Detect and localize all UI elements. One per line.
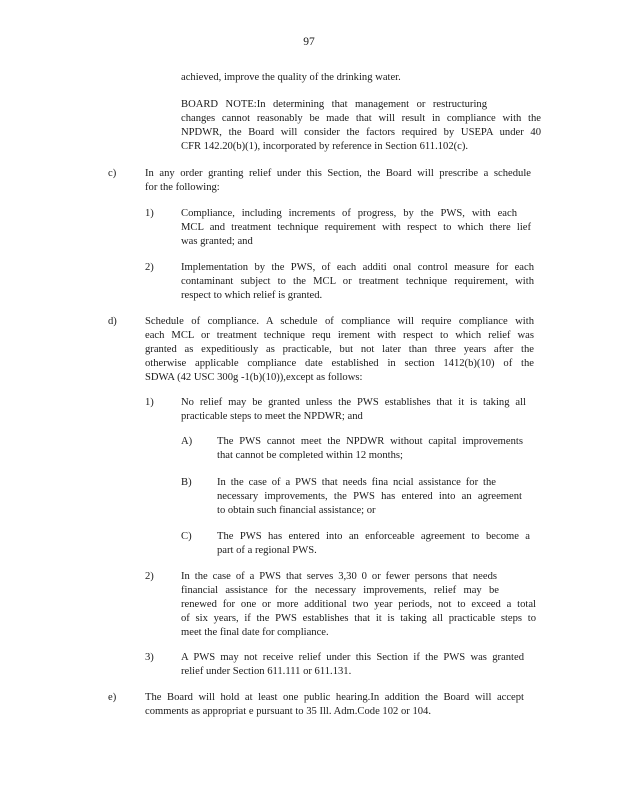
- item-label: 2): [145, 571, 154, 582]
- paragraph-line: In any order granting relief under this Section, the Board will prescribe a schedule: [145, 168, 531, 179]
- section-label: d): [108, 316, 117, 327]
- section-label: c): [108, 168, 117, 179]
- paragraph-line: In the case of a PWS that serves 3,30 0 or fewer persons that needs: [181, 571, 497, 582]
- paragraph-line: Implementation by the PWS, of each additi onal control measure for each: [181, 262, 534, 273]
- paragraph-line: necessary improvements, the PWS has entered into an agreement: [217, 491, 522, 502]
- paragraph-line: to obtain such financial assistance; or: [217, 505, 376, 516]
- section-d-item-3-text: [181, 651, 524, 679]
- paragraph-line: MCL and treatment technique requirement with respect to which there lief: [181, 222, 531, 233]
- paragraph-line: Compliance, including increments of progress, by the PWS, with each: [181, 208, 517, 219]
- paragraph-line: renewed for one or more additional two year periods, not to exceed a total: [181, 599, 536, 610]
- paragraph-line: for the following:: [145, 182, 220, 193]
- subitem-label: B): [181, 477, 192, 488]
- paragraph-line: CFR 142.20(b)(1), incorporated by reference in Section 611.102(c).: [181, 141, 469, 152]
- paragraph-line: each MCL or treatment technique requ irement with respect to which relief was: [145, 330, 534, 341]
- subitem-label: A): [181, 436, 193, 447]
- paragraph-line: meet the final date for compliance.: [181, 627, 329, 638]
- item-label: 2): [145, 262, 154, 273]
- board-note: [181, 98, 541, 154]
- paragraph-line: NPDWR, the Board will consider the factors required by USEPA under 40: [181, 127, 541, 138]
- paragraph-line: Schedule of compliance. A schedule of compliance will require compliance with: [145, 316, 534, 327]
- paragraph-line: No relief may be granted unless the PWS establishes that it is taking all: [181, 397, 526, 408]
- paragraph-line: SDWA (42 USC 300g -1(b)(10)),except as follows:: [145, 372, 363, 383]
- paragraph-line: relief under Section 611.111 or 611.131.: [181, 666, 352, 677]
- item-label: 1): [145, 208, 154, 219]
- item-label: 1): [145, 397, 154, 408]
- paragraph-line: respect to which relief is granted.: [181, 290, 323, 301]
- subitem-c-text: [217, 530, 530, 558]
- paragraph-line: A PWS may not receive relief under this Section if the PWS was granted: [181, 652, 524, 663]
- section-c-item-2-text: [181, 261, 534, 303]
- subitem-label: C): [181, 531, 192, 542]
- paragraph-line: The PWS has entered into an enforceable agreement to become a: [217, 531, 530, 542]
- paragraph-line: practicable steps to meet the NPDWR; and: [181, 411, 363, 422]
- section-c-item-1-text: [181, 207, 531, 249]
- paragraph-line: The PWS cannot meet the NPDWR without capital improvements: [217, 436, 523, 447]
- section-d-item-1-text: [181, 396, 526, 424]
- subitem-b-text: [217, 476, 522, 518]
- paragraph-line: changes cannot reasonably be made that will result in compliance with the: [181, 113, 541, 124]
- paragraph-line: part of a regional PWS.: [217, 545, 317, 556]
- paragraph-line: achieved, improve the quality of the drinking water.: [181, 72, 401, 83]
- paragraph-line: otherwise applicable compliance date established in section 1412(b)(10) of the: [145, 358, 534, 369]
- subitem-a-text: [217, 435, 523, 463]
- paragraph-line: was granted; and: [181, 236, 253, 247]
- page-number: 97: [303, 36, 315, 48]
- paragraph-line: BOARD NOTE:In determining that management or restructuring: [181, 99, 487, 110]
- paragraph-line: of six years, if the PWS establishes that it is taking all practicable steps to: [181, 613, 536, 624]
- section-c-text: [145, 167, 531, 195]
- item-label: 3): [145, 652, 154, 663]
- paragraph-line: The Board will hold at least one public hearing.In addition the Board will accept: [145, 692, 524, 703]
- paragraph-line: comments as appropriat e pursuant to 35 Ill. Adm.Code 102 or 104.: [145, 706, 431, 717]
- intro-continued-line: [181, 71, 431, 85]
- paragraph-line: In the case of a PWS that needs fina ncial assistance for the: [217, 477, 496, 488]
- paragraph-line: financial assistance for the necessary improvements, relief may be: [181, 585, 499, 596]
- section-d-text: [145, 315, 534, 385]
- section-e-text: [145, 691, 524, 719]
- paragraph-line: that cannot be completed within 12 months;: [217, 450, 403, 461]
- section-label: e): [108, 692, 117, 703]
- paragraph-line: granted as expeditiously as practicable, but not later than three years after the: [145, 344, 534, 355]
- paragraph-line: contaminant subject to the MCL or treatment technique requirement, with: [181, 276, 534, 287]
- section-d-item-2-text: [181, 570, 536, 640]
